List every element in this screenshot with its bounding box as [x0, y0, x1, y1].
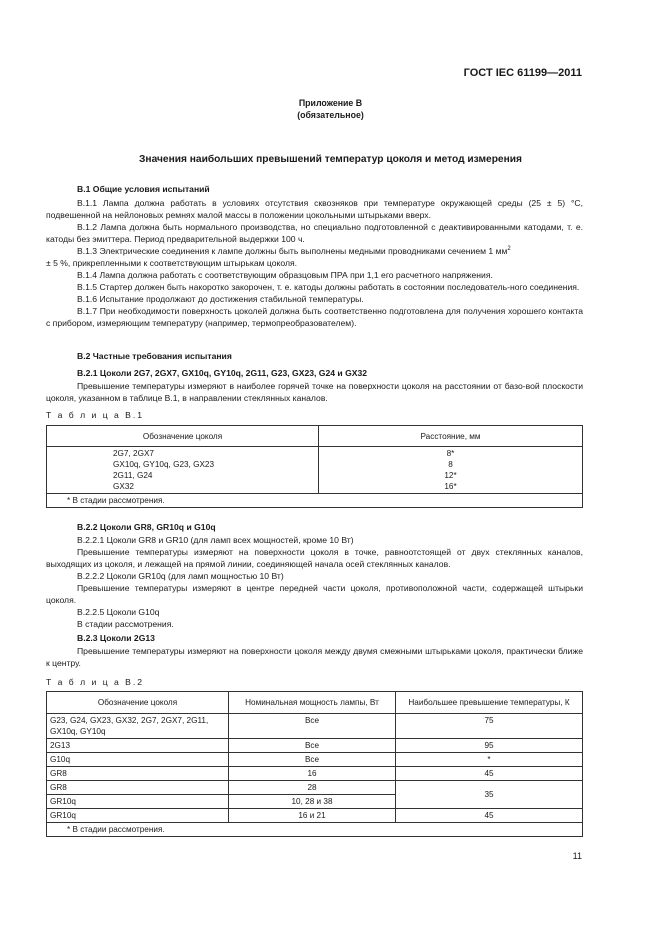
- table1-cell: 2G11, G24: [113, 471, 153, 480]
- section-b1-heading: В.1 Общие условия испытаний: [77, 184, 210, 194]
- table1-caption: Т а б л и ц а В.1: [46, 410, 145, 420]
- table2-cell: GR8: [47, 781, 229, 795]
- table2-cell: GR10q: [47, 809, 229, 823]
- table1-cell: 8*: [446, 449, 455, 458]
- appendix-name: Приложение В: [298, 98, 363, 108]
- section-b22-body: [46, 534, 583, 630]
- table2-cell: Все: [229, 739, 396, 753]
- table2-header-cell: Номинальная мощность лампы, Вт: [229, 692, 396, 714]
- table2-header-cell: Наибольшее превышение температуры, К: [396, 692, 583, 714]
- table2-cell: 16 и 21: [229, 809, 396, 823]
- table2-caption: Т а б л и ц а В.2: [46, 677, 145, 687]
- para-b221: В.2.2.1 Цоколи GR8 и GR10 (для ламп всех мощностей, кроме 10 Вт): [77, 535, 354, 545]
- table2-cell: G10q: [47, 753, 229, 767]
- table2-cell: Все: [229, 714, 396, 739]
- table-b1: [46, 425, 583, 508]
- para-b1-3: В.1.3 Электрические соединения к лампе должны быть выполнены медными проводниками сечением 1 $мм^2$: [77, 246, 511, 256]
- section-b21-heading: В.2.1 Цоколи 2G7, 2GX7, GX10q, GY10q, 2G11, G23, GX23, G24 и GX32: [77, 368, 368, 378]
- superscript: 2: [507, 246, 511, 253]
- para-b1-3-cont: ± 5 %, прикрепленными к соответствующим штырькам цоколя.: [46, 258, 298, 268]
- section-b1-body: [46, 197, 583, 329]
- para-b222: В.2.2.2 Цоколи GR10q (для ламп мощностью 10 Вт): [77, 571, 284, 581]
- table2-cell: G23, G24, GX23, GX32, 2G7, 2GX7, 2G11, GX10q, GY10q: [47, 714, 229, 739]
- para-b1-7: В.1.7 При необходимости поверхность цоколей должна быть соответственно подготовлена для получения хорошего контакта с прибором, измеряющим температуру (например, термопреобразователем).: [46, 306, 583, 328]
- para-b221-text: Превышение температуры измеряют на поверхности цоколя в точке, равноотстоящей от двух стеклянных каналов, выходящих из цоколя, и лежащей на прямой линии, соединяющей начала осей стеклянных каналов.: [46, 547, 583, 569]
- table2-cell: 45: [396, 767, 583, 781]
- table2-header-cell: Обозначение цоколя: [47, 692, 229, 714]
- para-b21: Превышение температуры измеряют в наиболее горячей точке на поверхности цоколя на расстоянии от базо-вой плоскости цоколя, указанном в таблице В.1, в направлении стеклянных каналов.: [46, 381, 583, 403]
- table1-cell: 8: [448, 460, 453, 469]
- para-b23-text: Превышение температуры измеряют на поверхности цоколя между двумя смежными штырьками цоколя, практически ближе к центру.: [46, 646, 583, 668]
- standard-header: ГОСТ IEC 61199—2011: [463, 67, 582, 79]
- table-row: [47, 753, 583, 767]
- table2-cell: 28: [229, 781, 396, 795]
- table1-header-cell: Расстояние, мм: [319, 426, 583, 447]
- para-b1-5: В.1.5 Стартер должен быть накоротко закорочен, т. е. катоды должны работать в состоянии последователь-ного соединения.: [77, 282, 580, 292]
- section-b23-heading: В.2.3 Цоколи 2G13: [77, 633, 155, 643]
- table2-cell: 16: [229, 767, 396, 781]
- table-b2: [46, 691, 583, 837]
- para-b225-text: В стадии рассмотрения.: [77, 619, 174, 629]
- table-row: [47, 739, 583, 753]
- table2-cell: 45: [396, 809, 583, 823]
- table1-footnote: * В стадии рассмотрения.: [47, 494, 583, 508]
- table2-cell: GR8: [47, 767, 229, 781]
- page-number: 11: [572, 851, 582, 861]
- table2-cell: 75: [396, 714, 583, 739]
- table1-col-base: [47, 447, 319, 494]
- table1-cell: 16*: [444, 482, 457, 491]
- table-row: [47, 714, 583, 739]
- para-b1-1: В.1.1 Лампа должна работать в условиях отсутствия сквозняков при температуре окружающей среды (25 ± 5) °С, подвешенной на нейлоновых ремнях малой массы в положении цокольными штырьками вверх.: [46, 198, 583, 220]
- table2-cell: 35: [396, 781, 583, 809]
- table-row: [47, 767, 583, 781]
- table1-cell: 2G7, 2GX7: [113, 449, 154, 458]
- table2-cell: *: [396, 753, 583, 767]
- table2-footnote: * В стадии рассмотрения.: [47, 823, 583, 837]
- section-b22-heading: В.2.2 Цоколи GR8, GR10q и G10q: [77, 522, 216, 532]
- table2-cell: GR10q: [47, 795, 229, 809]
- table-row: [47, 781, 583, 795]
- table2-cell: 10, 28 и 38: [229, 795, 396, 809]
- table1-header-cell: Обозначение цоколя: [47, 426, 319, 447]
- para-b1-2: В.1.2 Лампа должна быть нормального производства, но специально подготовленной с деактивированными катодами, т. е. катоды без эмиттера. Период предварительной выдержки 100 ч.: [46, 222, 583, 244]
- appendix-status: (обязательное): [297, 110, 364, 120]
- para-b1-6: В.1.6 Испытание продолжают до достижения стабильной температуры.: [77, 294, 364, 304]
- table1-cell: GX32: [113, 482, 134, 491]
- table-row: [47, 809, 583, 823]
- table2-cell: Все: [229, 753, 396, 767]
- table1-cell: GX10q, GY10q, G23, GX23: [113, 460, 215, 469]
- table2-cell: 95: [396, 739, 583, 753]
- section-b23-body: [46, 645, 583, 669]
- para-b225: В.2.2.5 Цоколи G10q: [77, 607, 160, 617]
- page-title: Значения наибольших превышений температур цоколя и метод измерения: [139, 154, 522, 165]
- section-b2-heading: В.2 Частные требования испытания: [77, 351, 232, 361]
- section-b21-body: [46, 380, 583, 404]
- para-b1-4: В.1.4 Лампа должна работать с соответствующим образцовым ПРА при 1,1 его расчетного напряжения.: [77, 270, 493, 280]
- table1-col-distance: [319, 447, 583, 494]
- para-b222-text: Превышение температуры измеряют в центре передней части цоколя, противоположной части, содержащей штырьки цоколя.: [46, 583, 583, 605]
- table1-cell: 12*: [444, 471, 457, 480]
- table2-cell: 2G13: [47, 739, 229, 753]
